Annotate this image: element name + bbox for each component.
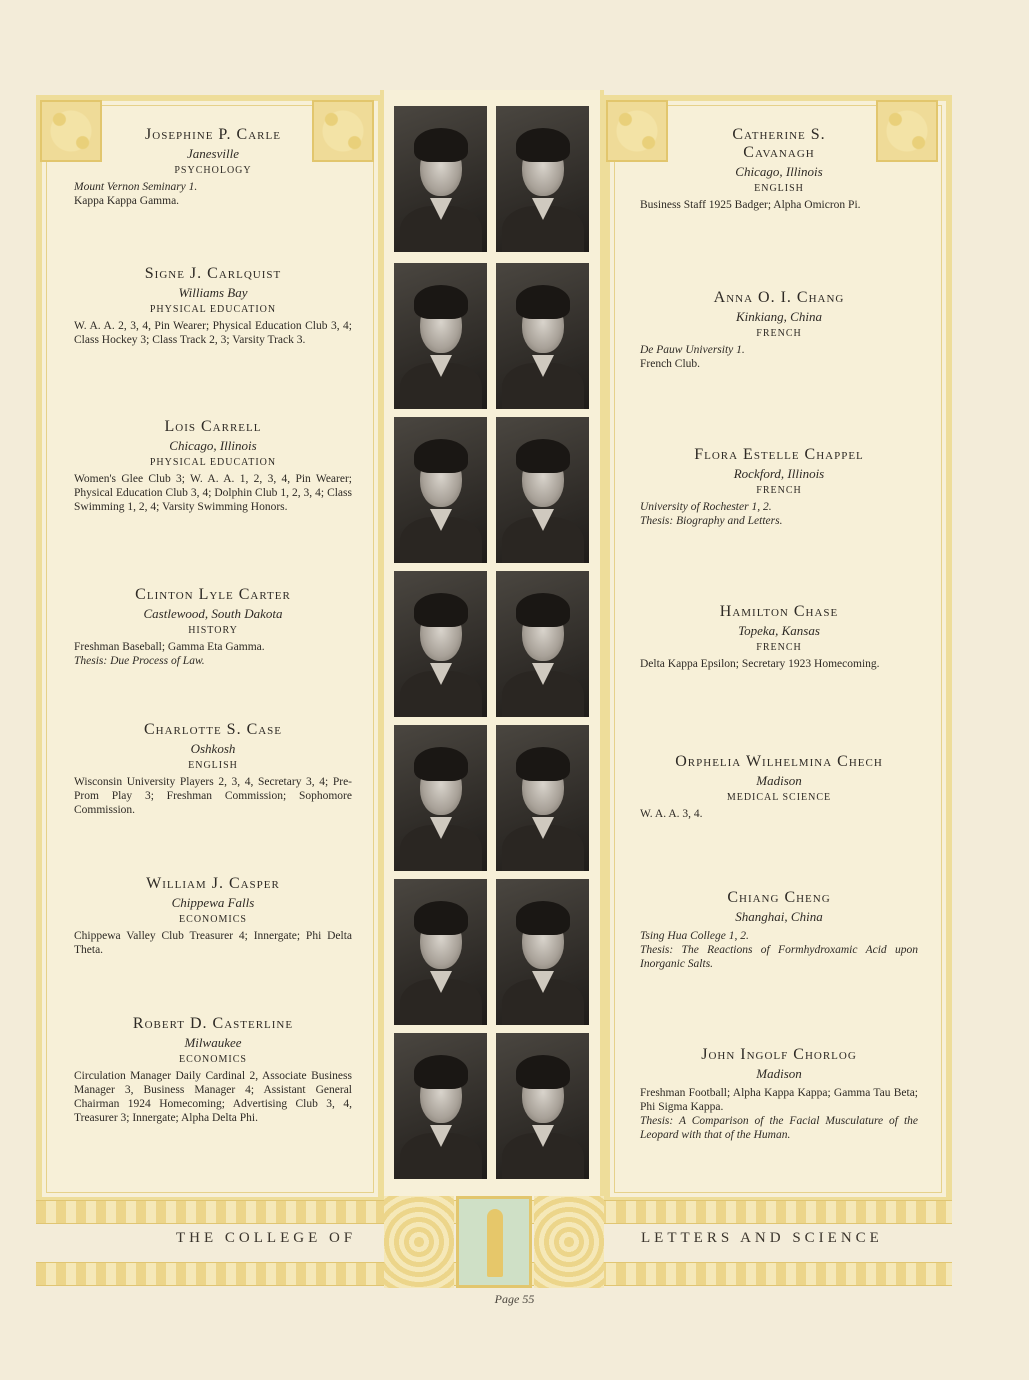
student-hometown: Madison [756, 773, 802, 788]
portrait-photo [496, 106, 589, 252]
portrait-photo [496, 725, 589, 871]
student-activities: French Club. [640, 358, 701, 370]
student-hometown: Rockford, Illinois [733, 466, 825, 481]
student-entry [74, 265, 352, 347]
student-major: PSYCHOLOGY [174, 165, 252, 176]
student-name: Robert D. Casterline [132, 1015, 294, 1032]
student-entry [640, 289, 918, 371]
student-entry [640, 753, 918, 821]
footer-left-caption: THE COLLEGE OF [176, 1230, 357, 1246]
student-entry [74, 721, 352, 817]
statue-figure-icon [487, 1209, 503, 1277]
student-hometown: Castlewood, South Dakota [143, 606, 283, 621]
footer-right-scroll-ornament [534, 1196, 604, 1288]
student-name: Charlotte S. Case [143, 721, 283, 738]
student-hometown: Chicago, Illinois [169, 438, 257, 453]
student-major: FRENCH [756, 485, 802, 496]
footer-emblem [456, 1196, 532, 1288]
student-major: MEDICAL SCIENCE [726, 792, 832, 803]
student-entry [640, 1046, 918, 1142]
page-number: Page 55 [494, 1292, 535, 1306]
student-name: Josephine P. Carle [145, 126, 281, 143]
student-activities: W. A. A. 2, 3, 4, Pin Wearer; Physical Education Club 3, 4; Class Hockey 3; Class Track 2, 3; Varsity Track 3. [74, 320, 352, 346]
portrait-photo [394, 106, 487, 252]
student-activities: Freshman Football; Alpha Kappa Kappa; Gamma Tau Beta; Phi Sigma Kappa. [640, 1087, 918, 1113]
student-name: Hamilton Chase [719, 603, 839, 620]
student-entry [74, 586, 352, 668]
student-entry [74, 875, 352, 957]
student-major: HISTORY [188, 625, 238, 636]
student-name: Catherine S. Cavanagh [732, 126, 826, 161]
student-hometown: Chippewa Falls [171, 895, 255, 910]
student-hometown: Topeka, Kansas [738, 623, 820, 638]
student-hometown: Janesville [187, 146, 239, 161]
student-thesis: Thesis: A Comparison of the Facial Musculature of the Leopard with that of the Human. [640, 1115, 918, 1141]
student-activities: Women's Glee Club 3; W. A. A. 1, 2, 3, 4, Pin Wearer; Physical Education Club 3, 4; Dolphin Club 1, 2, 3, 4; Class Swimming 1, 2, 4; Varsity Swimming Honors. [74, 473, 352, 513]
student-entry [640, 126, 918, 212]
student-name: Signe J. Carlquist [144, 265, 282, 282]
student-thesis: Thesis: Biography and Letters. [640, 515, 783, 527]
student-major: FRENCH [756, 328, 802, 339]
student-name: Lois Carrell [164, 418, 262, 435]
student-entry [640, 603, 918, 671]
student-hometown: Williams Bay [178, 285, 248, 300]
student-entry [74, 126, 352, 208]
student-activities: Circulation Manager Daily Cardinal 2, Associate Business Manager 3, Business Manager 4; Assistant General Chairman 1924 Homecoming; Advertising Club 3, 4, Treasurer 3; Innergate; Alpha Delta Phi. [74, 1070, 352, 1124]
student-entry [640, 446, 918, 528]
student-hometown: Milwaukee [184, 1035, 242, 1050]
portrait-photo [394, 263, 487, 409]
student-activities: Business Staff 1925 Badger; Alpha Omicron Pi. [640, 199, 861, 211]
student-entry [74, 1015, 352, 1125]
student-entry [74, 418, 352, 514]
student-entry [640, 889, 918, 971]
student-activities: Kappa Kappa Gamma. [74, 195, 180, 207]
student-activities: Delta Kappa Epsilon; Secretary 1923 Homecoming. [640, 658, 880, 670]
student-major: ECONOMICS [179, 914, 247, 925]
student-major: ENGLISH [754, 183, 804, 194]
student-activities: Chippewa Valley Club Treasurer 4; Innergate; Phi Delta Theta. [74, 930, 352, 956]
portrait-photo [394, 725, 487, 871]
portrait-photo [394, 417, 487, 563]
portrait-photo [394, 571, 487, 717]
student-activities: Freshman Baseball; Gamma Eta Gamma. [74, 641, 265, 653]
portrait-photo [496, 571, 589, 717]
student-hometown: Kinkiang, China [736, 309, 822, 324]
portrait-photo [496, 417, 589, 563]
student-hometown: Shanghai, China [735, 909, 823, 924]
portrait-photo [496, 879, 589, 1025]
student-name: Orphelia Wilhelmina Chech [675, 753, 883, 770]
student-name: Chiang Cheng [727, 889, 831, 906]
student-hometown: Chicago, Illinois [735, 164, 823, 179]
student-name: Flora Estelle Chappel [694, 446, 864, 463]
student-thesis: Thesis: The Reactions of Formhydroxamic Acid upon Inorganic Salts. [640, 944, 918, 970]
student-major: PHYSICAL EDUCATION [149, 304, 277, 315]
footer-left-scroll-ornament [384, 1196, 454, 1288]
student-prior-school: Tsing Hua College 1, 2. [640, 930, 749, 942]
portrait-photo [394, 1033, 487, 1179]
student-hometown: Oshkosh [190, 741, 236, 756]
student-major: ENGLISH [188, 760, 238, 771]
portrait-photo [496, 1033, 589, 1179]
portrait-photo [394, 879, 487, 1025]
student-activities: Wisconsin University Players 2, 3, 4, Secretary 3, 4; Pre-Prom Play 3; Freshman Commission; Sophomore Commission. [74, 776, 352, 816]
student-prior-school: De Pauw University 1. [640, 344, 745, 356]
student-name: Clinton Lyle Carter [135, 586, 291, 603]
student-activities: W. A. A. 3, 4. [640, 808, 703, 820]
portrait-photo [496, 263, 589, 409]
student-name: John Ingolf Chorlog [701, 1046, 857, 1063]
student-name: William J. Casper [146, 875, 280, 892]
student-major: PHYSICAL EDUCATION [149, 457, 277, 468]
student-major: ECONOMICS [179, 1054, 247, 1065]
footer-right-caption: LETTERS AND SCIENCE [641, 1230, 883, 1246]
student-prior-school: University of Rochester 1, 2. [640, 501, 772, 513]
student-hometown: Madison [756, 1066, 802, 1081]
student-thesis: Thesis: Due Process of Law. [74, 655, 205, 667]
student-major: FRENCH [756, 642, 802, 653]
student-name: Anna O. I. Chang [713, 289, 845, 306]
student-prior-school: Mount Vernon Seminary 1. [74, 181, 198, 193]
